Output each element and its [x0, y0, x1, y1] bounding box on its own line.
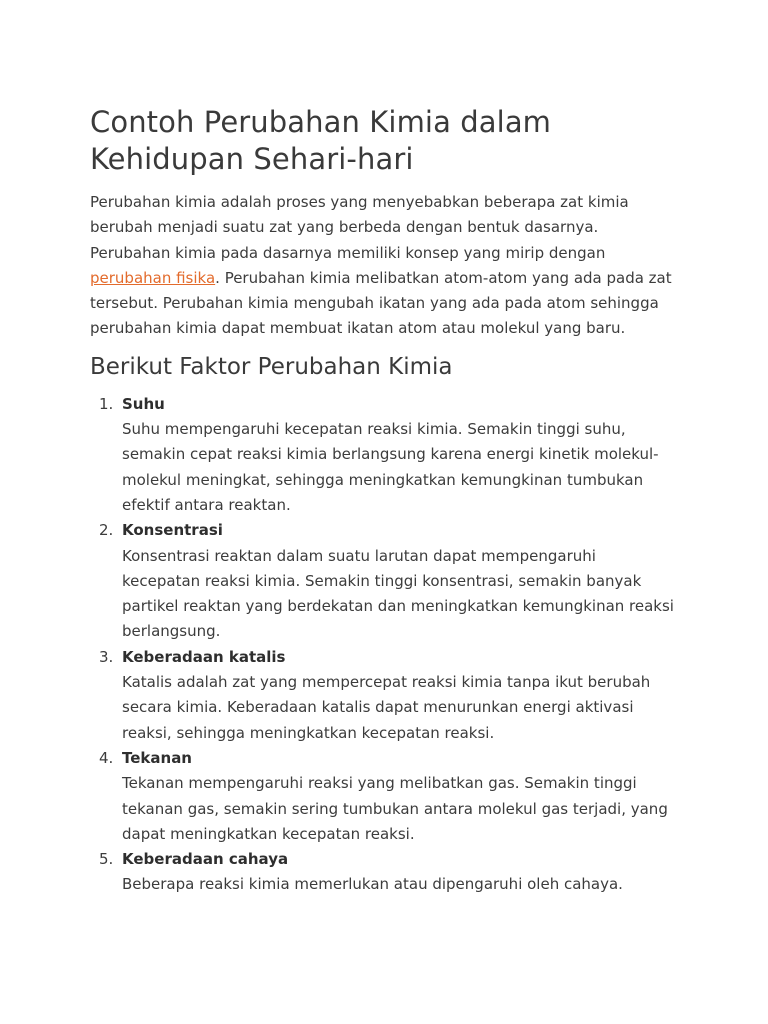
list-item [90, 645, 678, 746]
list-item-title: Konsentrasi [122, 521, 223, 540]
list-item [90, 746, 678, 847]
list-item [90, 847, 678, 898]
list-item-description: Konsentrasi reaktan dalam suatu larutan dapat mempengaruhi kecepatan reaksi kimia. Semakin tinggi konsentrasi, semakin banyak partikel reaktan yang berdekatan dan meningkatkan kemungkinan reaksi berlangsung. [122, 546, 674, 641]
list-item-description: Katalis adalah zat yang mempercepat reaksi kimia tanpa ikut berubah secara kimia. Keberadaan katalis dapat menurunkan energi aktivasi reaksi, sehingga meningkatkan kecepatan reaksi. [122, 673, 651, 742]
list-item-number: 4. [99, 748, 114, 767]
list-item-title: Keberadaan katalis [122, 647, 286, 666]
list-item-description: Beberapa reaksi kimia memerlukan atau dipengaruhi oleh cahaya. [122, 875, 623, 894]
list-item-number: 2. [99, 521, 114, 540]
list-item [90, 392, 678, 518]
list-item-number: 5. [99, 850, 114, 869]
page-title: Contoh Perubahan Kimia dalam Kehidupan Sehari-hari [90, 105, 552, 176]
section-heading: Berikut Faktor Perubahan Kimia [90, 353, 453, 380]
list-item-title: Suhu [122, 394, 165, 413]
list-item-number: 1. [99, 394, 114, 413]
perubahan-fisika-link[interactable]: perubahan fisika [90, 268, 216, 287]
intro-text-end: . Perubahan kimia melibatkan atom-atom yang ada pada zat tersebut. Perubahan kimia mengubah ikatan yang ada pada atom sehingga perubahan kimia dapat membuat ikatan atom atau molekul yang baru. [90, 268, 672, 338]
intro-text-start: Perubahan kimia adalah proses yang menyebabkan beberapa zat kimia berubah menjadi suatu zat yang berbeda dengan bentuk dasarnya. Perubahan kimia pada dasarnya memiliki konsep yang mirip dengan [90, 193, 629, 262]
list-item [90, 518, 678, 644]
list-item-number: 3. [99, 647, 114, 666]
list-item-description: Suhu mempengaruhi kecepatan reaksi kimia. Semakin tinggi suhu, semakin cepat reaksi kimia berlangsung karena energi kinetik molekul-molekul meningkat, sehingga meningkatkan kemungkinan tumbukan efektif antara reaktan. [122, 420, 659, 514]
factor-list [90, 392, 678, 898]
list-item-title: Tekanan [122, 748, 192, 767]
list-item-description: Tekanan mempengaruhi reaksi yang melibatkan gas. Semakin tinggi tekanan gas, semakin sering tumbukan antara molekul gas terjadi, yang dapat meningkatkan kecepatan reaksi. [122, 774, 668, 843]
intro-paragraph [90, 190, 678, 342]
list-item-title: Keberadaan cahaya [122, 850, 289, 869]
